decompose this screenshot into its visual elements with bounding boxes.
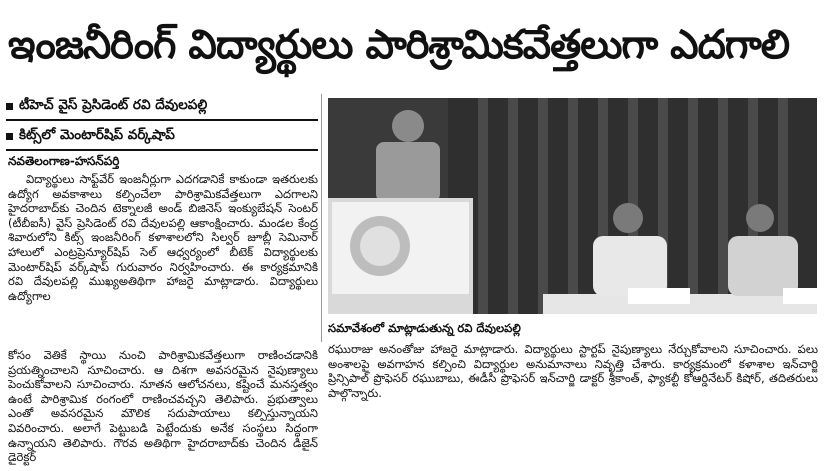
bullet-icon (6, 133, 13, 140)
divider (6, 119, 318, 121)
article-body-right: రఘురాజు అనంతోజు హాజరై మాట్లాడారు. విద్యార్థులు స్టార్టప్ నైపుణ్యాలు నేర్చుకోవాలని సూచించారు. పలు అంశాలపై అవగాహన కల్పించి విద్యార్థుల అనుమానాలు నివృత్తి చేశారు. కార్యక్రమంలో కళాశాల ఇన్‌చార్జి ప్రిన్సిపాల్ ప్రొఫెసర్ రఘుబాబు, ఈడీసీ ప్రొఫెసర్ ఇన్‌చార్జి డాక్టర్ శ్రీకాంత్, ఫ్యాకల్టీ కోఆర్డినేటర్ కిషోర్, తదితరులు పాల్గొన్నారు. (328, 342, 818, 400)
subheadline-text: కిట్స్‌లో మెంటార్‌షిప్ వర్క్‌షాప్ (19, 126, 175, 143)
photo-caption: సమావేశంలో మాట్లాడుతున్న రవి దేవులపల్లి (328, 321, 521, 335)
subheadline-item (6, 94, 318, 118)
news-photo (328, 98, 817, 314)
column-divider (321, 94, 322, 342)
bullet-icon (6, 103, 13, 110)
photo-illustration (328, 98, 817, 314)
article-body-left: విద్యార్థులు సాఫ్ట్‌వేర్ ఇంజనీర్లుగా ఎదగడానికే కాకుండా ఇతరులకు ఉద్యోగ అవకాశాలు కల్పించేలా పారిశ్రామికవేత్తలుగా ఎదగాలని హైదరాబాద్‌కు చెందిన టెక్నాలజీ అండ్ బిజినెస్ ఇంక్యుబేషన్ సెంటర్ (టీబీఐసీ) వైస్ ప్రెసిడెంట్ రవి దేవులపల్లి ఆకాంక్షించారు. మండల కేంద్ర శివారులోని కిట్స్ ఇంజనీరింగ్ కళాశాలలోని సిల్వర్ జూబ్లీ సెమినార్ హాలులో ఎంట్రప్రెన్యూర్‌షిప్ సెల్ ఆధ్వర్యంలో బీటెక్ విద్యార్థులకు మెంటార్‌షిప్ వర్క్‌షాప్ గురువారం నిర్వహించారు. ఈ కార్యక్రమానికి రవి దేవులపల్లి ముఖ్యఅతిథిగా హాజరై మాట్లాడారు. విద్యార్థులు ఉద్యోగాల (8, 172, 318, 303)
subheadline-text: టీహెచ్ వైస్ ప్రెసిడెంట్ రవి దేవులపల్లి (19, 96, 208, 113)
subheadline-list (6, 94, 318, 154)
headline: ఇంజనీరింగ్ విద్యార్థులు పారిశ్రామికవేత్తలుగా ఎదగాలి (8, 22, 790, 68)
article-body-left-continued: కోసం వెతికే స్థాయి నుంచి పారిశ్రామికవేత్తలుగా రాణించడానికి ప్రయత్నించాలని సూచించారు. ఆ దిశగా అవసరమైన నైపుణ్యాలు పెంచుకోవాలని సూచించారు. నూతన ఆలోచనలు, కష్టించే మనస్తత్వం ఉంటే పారిశ్రామిక రంగంలో రాణించవచ్చని తెలిపారు. ప్రభుత్వాలు ఎంతో అవసరమైన మౌలిక సదుపాయాలు కల్పిస్తున్నాయని వివరించారు. అలాగే పెట్టుబడి పెట్టేందుకు అనేక సంస్థలు సిద్ధంగా ఉన్నాయని తెలిపారు. గౌరవ అతిథిగా హైదరాబాద్‌కు చెందిన డిజైన్ డైరెక్టర్ (8, 348, 318, 465)
subheadline-item (6, 124, 318, 148)
dateline: నవతెలంగాణ-హసన్‌పర్తి (8, 154, 120, 168)
divider (6, 149, 318, 151)
